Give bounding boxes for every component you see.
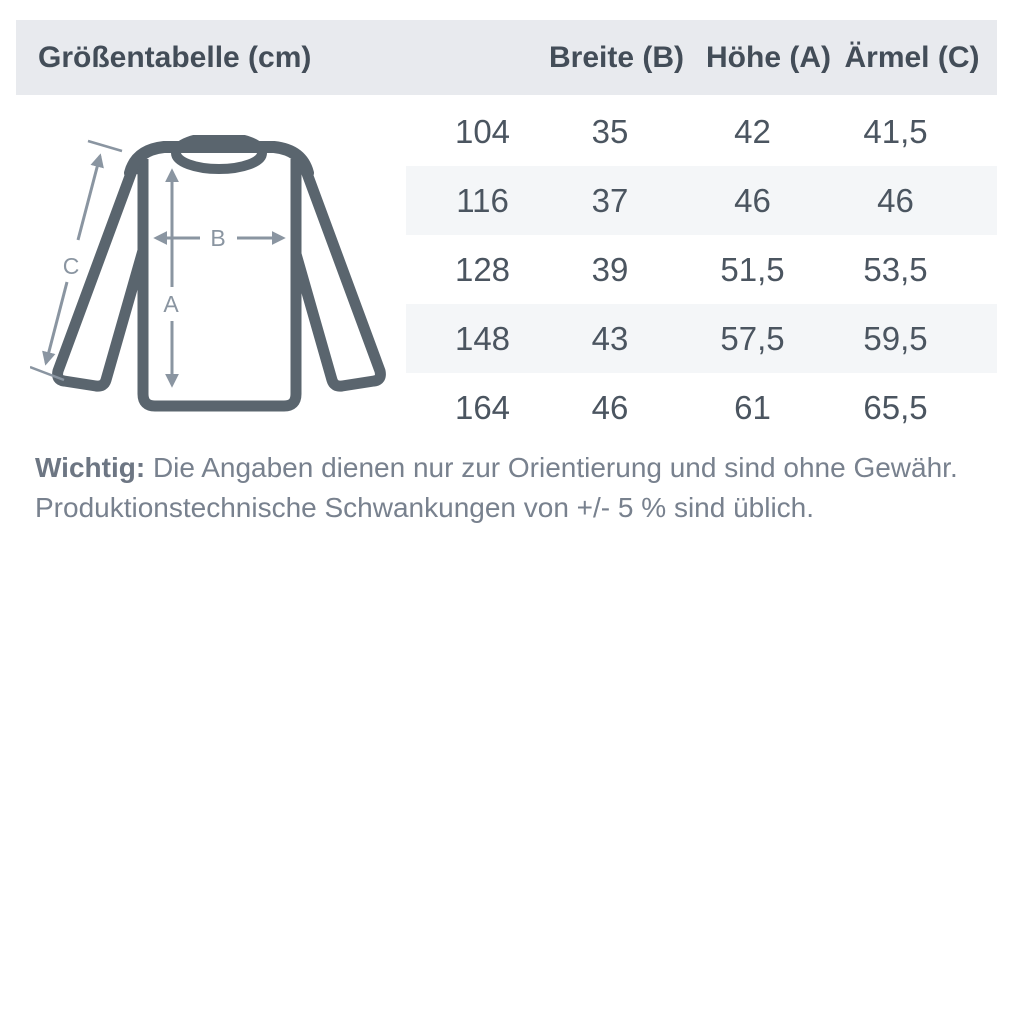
size-value: 116	[456, 181, 509, 219]
table-row	[406, 373, 997, 442]
aermel-value: 65,5	[863, 388, 928, 426]
sweater-measurement-diagram	[30, 135, 405, 425]
hoehe-value: 61	[734, 388, 771, 426]
hoehe-value: 42	[734, 112, 771, 150]
label-c: C	[62, 253, 80, 279]
disclaimer-note	[35, 448, 995, 528]
breite-value: 35	[591, 112, 629, 150]
breite-value: 46	[591, 388, 629, 426]
aermel-value: 53,5	[863, 250, 928, 288]
hoehe-value: 57,5	[720, 319, 785, 357]
hoehe-value: 46	[734, 181, 771, 219]
size-value: 128	[454, 250, 511, 288]
sweater-outline-icon	[58, 137, 381, 406]
label-a: A	[163, 291, 179, 317]
size-value: 164	[454, 388, 511, 426]
breite-value: 37	[591, 181, 629, 219]
column-header-hoehe: Höhe (A)	[706, 41, 831, 74]
label-b: B	[210, 225, 226, 251]
table-row	[406, 304, 997, 373]
column-header-breite: Breite (B)	[549, 41, 685, 74]
size-table	[406, 97, 997, 442]
aermel-value: 46	[877, 181, 914, 219]
column-header-aermel: Ärmel (C)	[844, 41, 980, 74]
breite-value: 43	[591, 319, 629, 357]
table-header-band	[16, 20, 997, 95]
breite-value: 39	[591, 250, 629, 288]
size-value: 148	[454, 319, 511, 357]
aermel-value: 59,5	[863, 319, 928, 357]
disclaimer-bold: Wichtig:	[35, 452, 146, 483]
size-value: 104	[454, 112, 511, 150]
table-row	[406, 166, 997, 235]
disclaimer-line-2: Produktionstechnische Schwankungen von +/- 5 % sind üblich.	[35, 492, 815, 523]
table-title: Größentabelle (cm)	[38, 41, 312, 74]
hoehe-value: 51,5	[720, 250, 785, 288]
disclaimer-line-1	[35, 448, 995, 488]
table-row	[406, 97, 997, 166]
table-row	[406, 235, 997, 304]
disclaimer-text: Die Angaben dienen nur zur Orientierung und sind ohne Gewähr.	[152, 452, 958, 483]
aermel-value: 41,5	[863, 112, 928, 150]
